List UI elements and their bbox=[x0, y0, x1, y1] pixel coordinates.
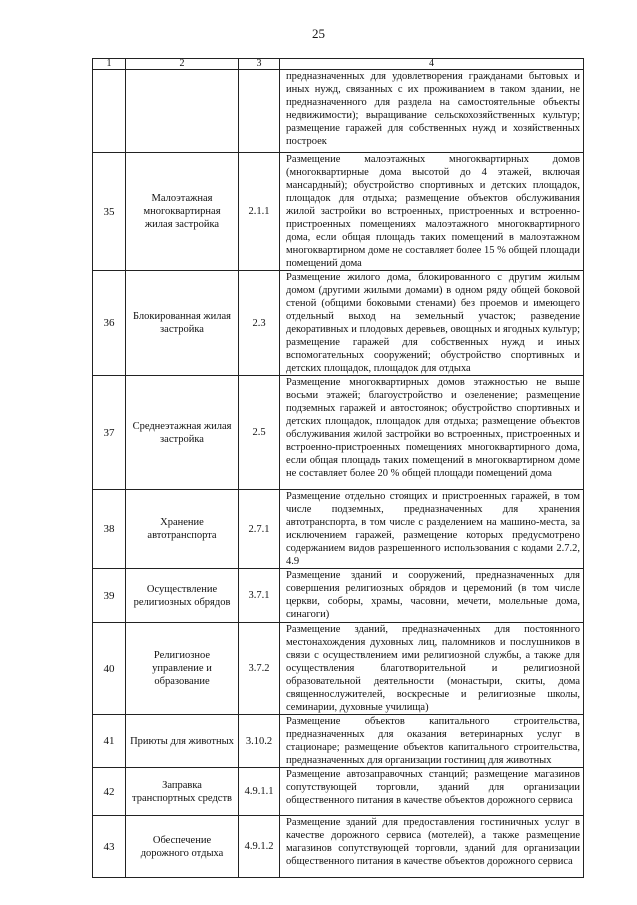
use-description: Размещение зданий для предоставления гостиничных услуг в качестве дорожного сервиса (мотелей), а также размещение магазинов сопутствующей торговли, зданий для организации общественного питания в качестве объектов дорожного сервиса bbox=[286, 817, 580, 867]
row-number: 42 bbox=[93, 768, 126, 816]
row-number: 38 bbox=[93, 490, 126, 569]
row-number: 43 bbox=[93, 816, 126, 878]
use-name: Обеспечение дорожного отдыха bbox=[126, 816, 239, 878]
use-name: Малоэтажная многоквартирная жилая застройка bbox=[126, 153, 239, 271]
use-code: 3.7.1 bbox=[239, 569, 280, 623]
page-number: 25 bbox=[312, 26, 325, 41]
use-description: Размещение зданий и сооружений, предназначенных для совершения религиозных обрядов и церемоний (в том числе церкви, соборы, храмы, часовни, мечети, молельные дома, синагоги) bbox=[286, 570, 580, 620]
use-description: Размещение отдельно стоящих и пристроенных гаражей, в том числе подземных, предназначенных для хранения автотранспорта, в том числе с разделением на машино-места, за исключением гаражей, размещение которых предусмотрено содержанием видов разрешенного использования с кодами 2.7.2, 4.9 bbox=[286, 491, 580, 567]
use-code: 4.9.1.1 bbox=[239, 768, 280, 816]
table-row bbox=[93, 768, 584, 816]
use-description: Размещение жилого дома, блокированного с другим жилым домом (другими жилыми домами) в одном ряду общей боковой стеной (общими боковыми стенами) без проемов и имеющего отдельный выход на земельный участок; разведение декоративных и плодовых деревьев, овощных и ягодных культур; размещение гаражей для собственных нужд и иных вспомогательных сооружений; обустройство спортивных и детских площадок, площадок для отдыха bbox=[286, 272, 580, 374]
use-description: Размещение малоэтажных многоквартирных домов (многоквартирные дома высотой до 4 этажей, включая мансардный); обустройство спортивных и детских площадок, площадок для отдыха; размещение объектов обслуживания жилой застройки во встроенных, пристроенных и встроенно-пристроенных помещениях малоэтажного многоквартирного дома, если общая площадь таких помещений в малоэтажном многоквартирном доме не составляет более 15 % общей площади помещений дома bbox=[286, 154, 580, 269]
use-code: 2.5 bbox=[239, 376, 280, 490]
use-code: 3.10.2 bbox=[239, 715, 280, 768]
continuation-description: предназначенных для удовлетворения гражданами бытовых и иных нужд, связанных с их проживанием в таком здании, не предназначенного для раздела на самостоятельные объекты недвижимости); выращивание сельскохозяйственных культур; размещение гаражей для собственных нужд и хозяйственных построек bbox=[286, 71, 580, 147]
use-name: Среднеэтажная жилая застройка bbox=[126, 376, 239, 490]
table-row bbox=[93, 816, 584, 878]
use-description: Размещение объектов капитального строительства, предназначенных для оказания ветеринарных услуг в стационаре; размещение объектов капитального строительства, предназначенных для организации гостиниц для животных bbox=[286, 716, 580, 766]
use-description: Размещение зданий, предназначенных для постоянного местонахождения духовных лиц, паломников и послушников в связи с осуществлением ими религиозной службы, а также для осуществления благотворительной и религиозной образовательной деятельности (монастыри, скиты, дома священнослужителей, воскресные и религиозные школы, семинарии, духовные училища) bbox=[286, 624, 580, 713]
row-number: 36 bbox=[93, 271, 126, 376]
use-code: 4.9.1.2 bbox=[239, 816, 280, 878]
row-number: 39 bbox=[93, 569, 126, 623]
use-name: Заправка транспортных средств bbox=[126, 768, 239, 816]
continuation-row bbox=[93, 70, 584, 153]
use-name: Религиозное управление и образование bbox=[126, 623, 239, 715]
use-code: 2.1.1 bbox=[239, 153, 280, 271]
table-row bbox=[93, 271, 584, 376]
row-number: 41 bbox=[93, 715, 126, 768]
use-description: Размещение автозаправочных станций; размещение магазинов сопутствующей торговли, зданий для организации общественного питания в качестве объектов дорожного сервиса bbox=[286, 769, 580, 806]
use-name: Хранение автотранспорта bbox=[126, 490, 239, 569]
use-name: Блокированная жилая застройка bbox=[126, 271, 239, 376]
row-number: 35 bbox=[93, 153, 126, 271]
header-col-2: 2 bbox=[126, 59, 239, 70]
use-description: Размещение многоквартирных домов этажностью не выше восьми этажей; благоустройство и озеленение; размещение подземных гаражей и автостоянок; обустройство спортивных и детских площадок, площадок для отдыха; размещение объектов обслуживания жилой застройки во встроенных, пристроенных и встроенно-пристроенных помещениях многоквартирного дома, если общая площадь таких помещений в многоквартирном доме не составляет более 20 % общей площади помещений дома bbox=[286, 377, 580, 479]
use-code: 2.7.1 bbox=[239, 490, 280, 569]
table-row bbox=[93, 490, 584, 569]
use-name: Осуществление религиозных обрядов bbox=[126, 569, 239, 623]
header-col-3: 3 bbox=[239, 59, 280, 70]
header-row bbox=[93, 59, 584, 70]
use-code: 2.3 bbox=[239, 271, 280, 376]
table-row bbox=[93, 153, 584, 271]
header-col-1: 1 bbox=[93, 59, 126, 70]
land-use-table bbox=[92, 58, 584, 878]
header-col-4: 4 bbox=[280, 59, 584, 70]
row-number: 37 bbox=[93, 376, 126, 490]
use-code: 3.7.2 bbox=[239, 623, 280, 715]
table-row bbox=[93, 715, 584, 768]
use-name: Приюты для животных bbox=[126, 715, 239, 768]
table-row bbox=[93, 376, 584, 490]
row-number: 40 bbox=[93, 623, 126, 715]
table-row bbox=[93, 623, 584, 715]
table-row bbox=[93, 569, 584, 623]
